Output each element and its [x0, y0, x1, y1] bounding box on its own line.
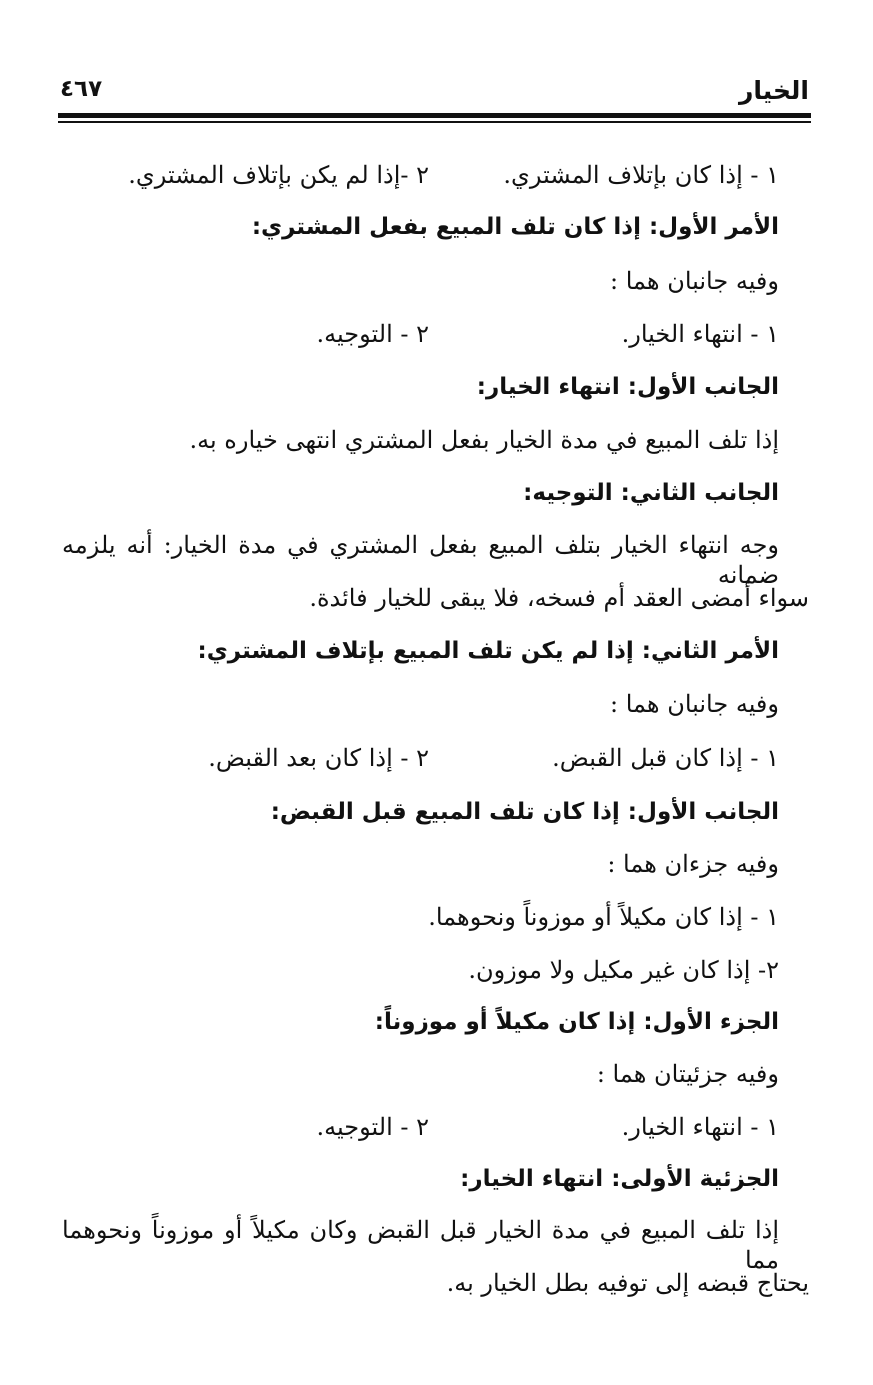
section-heading: الجزئية الأولى: انتهاء الخيار:: [460, 1166, 779, 1192]
paragraph: وفيه جزئيتان هما :: [596, 1060, 779, 1088]
list-item: ٢ - التوجيه.: [316, 1113, 429, 1141]
paragraph: وفيه جزءان هما :: [607, 850, 779, 878]
list-item: ٢- إذا كان غير مكيل ولا موزون.: [468, 956, 779, 984]
paragraph: يحتاج قبضه إلى توفيه بطل الخيار به.: [446, 1269, 809, 1297]
running-title: الخيار: [739, 76, 809, 105]
list-item: ١ - إذا كان قبل القبض.: [552, 744, 779, 772]
list-item: ١ - إذا كان مكيلاً أو موزوناً ونحوهما.: [428, 903, 779, 931]
header-rule-thick: [58, 113, 811, 118]
header-rule-thin: [58, 121, 811, 123]
list-item: ١ - إذا كان بإتلاف المشتري.: [503, 161, 779, 189]
list-item: ٢ - إذا كان بعد القبض.: [208, 744, 429, 772]
section-heading: الجزء الأول: إذا كان مكيلاً أو موزوناً:: [374, 1009, 779, 1035]
section-heading: الجانب الأول: انتهاء الخيار:: [476, 374, 779, 400]
section-heading: الأمر الأول: إذا كان تلف المبيع بفعل المشتري:: [251, 214, 779, 240]
list-item: ١ - انتهاء الخيار.: [621, 320, 779, 348]
list-item: ١ - انتهاء الخيار.: [621, 1113, 779, 1141]
section-heading: الأمر الثاني: إذا لم يكن تلف المبيع بإتلاف المشتري:: [197, 638, 779, 664]
page-number: ٤٦٧: [60, 76, 103, 102]
page-header: [60, 70, 809, 110]
section-heading: الجانب الثاني: التوجيه:: [523, 480, 779, 506]
list-item: ٢ -إذا لم يكن بإتلاف المشتري.: [128, 161, 429, 189]
paragraph: إذا تلف المبيع في مدة الخيار بفعل المشتري انتهى خياره به.: [189, 426, 779, 454]
paragraph: وفيه جانبان هما :: [610, 267, 779, 295]
list-item: ٢ - التوجيه.: [316, 320, 429, 348]
paragraph: سواء أمضى العقد أم فسخه، فلا يبقى للخيار فائدة.: [309, 584, 809, 612]
section-heading: الجانب الأول: إذا كان تلف المبيع قبل القبض:: [270, 799, 779, 825]
paragraph: وفيه جانبان هما :: [610, 690, 779, 718]
paragraph: وجه انتهاء الخيار بتلف المبيع بفعل المشتري في مدة الخيار: أنه يلزمه ضمانه: [62, 531, 779, 589]
paragraph: إذا تلف المبيع في مدة الخيار قبل القبض وكان مكيلاً أو موزوناً ونحوهما مما: [62, 1216, 779, 1274]
